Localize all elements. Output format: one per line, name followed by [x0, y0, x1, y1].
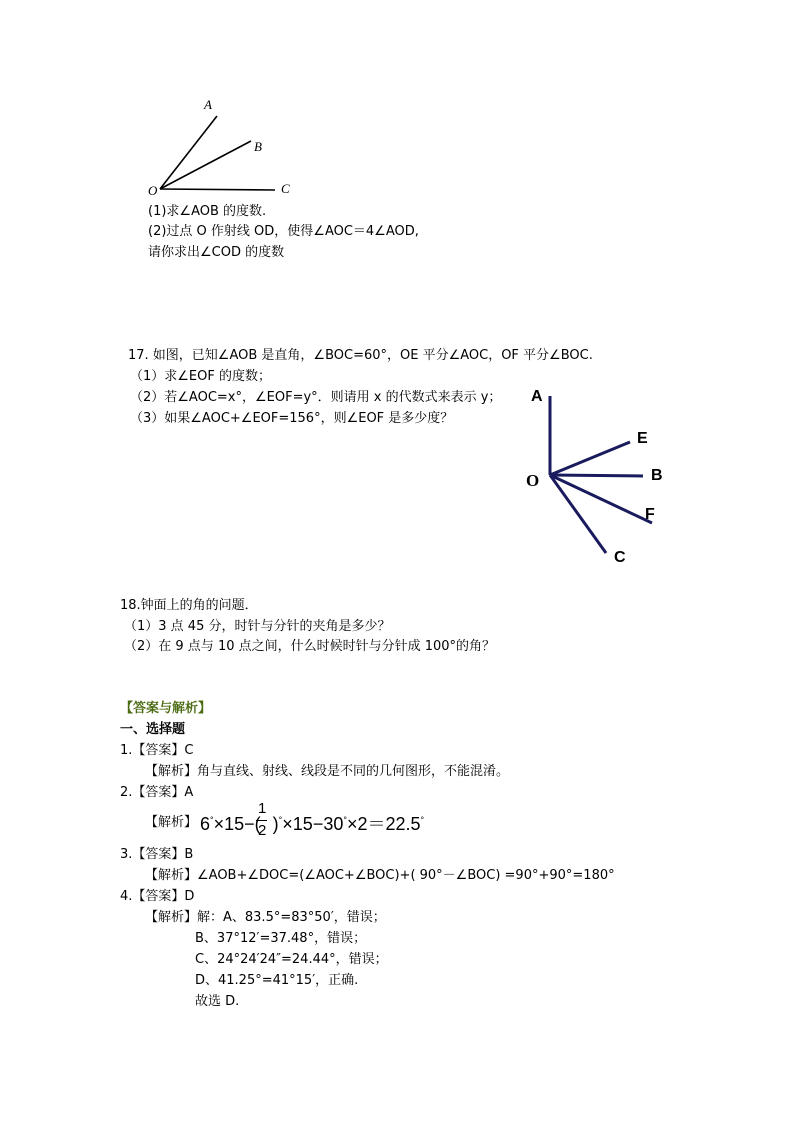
fig2-label-b: B	[651, 467, 663, 484]
degree-mark: °	[278, 815, 283, 825]
answer-4: 4.【答案】D	[120, 889, 195, 904]
answer-4-conclusion: 故选 D.	[195, 994, 240, 1009]
fig1-label-o: O	[148, 183, 158, 198]
formula-close-paren: )	[272, 814, 279, 834]
fig2-label-o: O	[526, 471, 540, 490]
answer-4-option-b: B、37°12′=37.48°，错误；	[195, 931, 367, 946]
degree-mark: °	[210, 815, 214, 825]
section-choice: 一、选择题	[120, 722, 186, 737]
answer-4-explanation: 【解析】解：A、83.5°=83°50′，错误；	[145, 910, 386, 925]
fraction-numerator: 1	[258, 800, 267, 817]
degree-mark: °	[420, 815, 425, 825]
q17-part2: （2）若∠AOC=x°，∠EOF=y°．则请用 x 的代数式来表示 y；	[130, 390, 502, 405]
answers-heading: 【答案与解析】	[120, 701, 212, 716]
ray-oc	[160, 189, 275, 190]
answer-1: 1.【答案】C	[120, 743, 194, 758]
ray-oa	[160, 116, 217, 189]
q17-part1: （1）求∠EOF 的度数；	[130, 369, 271, 384]
fig1-label-b: B	[254, 139, 262, 154]
answer-4-option-d: D、41.25°=41°15′，正确.	[195, 973, 359, 988]
q18-title: 18.钟面上的角的问题．	[120, 598, 258, 613]
q18-part2: （2）在 9 点与 10 点之间，什么时候时针与分针成 100°的角？	[124, 639, 496, 654]
answer-4-option-c: C、24°24′24″=24.44°，错误；	[195, 952, 388, 967]
formula-term-6: 6	[200, 814, 211, 834]
fig1-label-c: C	[281, 181, 290, 196]
formula-result: ×2＝22.5	[346, 814, 421, 834]
fig2-label-c: C	[614, 549, 626, 566]
answer-2-formula	[200, 810, 424, 836]
answer-3-explanation: 【解析】∠AOB+∠DOC=(∠AOC+∠BOC)+( 90°－∠BOC) =90°+90°=180°	[145, 868, 615, 883]
fig2-label-f: F	[645, 506, 655, 523]
ray-of	[550, 475, 652, 523]
q17-part3: （3）如果∠AOC+∠EOF=156°，则∠EOF 是多少度？	[130, 411, 454, 426]
fig1-label-a: A	[204, 97, 212, 112]
q18-part1: （1）3 点 45 分，时针与分针的夹角是多少？	[124, 619, 391, 634]
q17-title: 17. 如图，已知∠AOB 是直角，∠BOC=60°，OE 平分∠AOC，OF 平分∠BOC.	[128, 348, 593, 363]
ray-ob	[160, 141, 251, 189]
ray-oe	[550, 442, 630, 475]
answer-1-explanation: 【解析】角与直线、射线、线段是不同的几何图形，不能混淆。	[145, 764, 510, 779]
fraction-denominator: 2	[258, 822, 267, 839]
q16-line2: (2)过点 O 作射线 OD，使得∠AOC＝4∠AOD,	[148, 224, 419, 239]
formula-times-15-minus-30: ×15−30	[282, 814, 344, 834]
degree-mark: °	[343, 815, 347, 825]
q16-line3: 请你求出∠COD 的度数	[148, 245, 285, 260]
q16-line1: (1)求∠AOB 的度数.	[148, 204, 267, 219]
fraction-bar	[256, 820, 267, 821]
answer-2-explanation-label: 【解析】	[145, 815, 198, 830]
fig2-label-e: E	[637, 430, 648, 447]
fig2-label-a: A	[531, 388, 543, 405]
answer-2: 2.【答案】A	[120, 785, 194, 800]
formula-times-15: ×15−(	[213, 814, 261, 834]
answer-3: 3.【答案】B	[120, 847, 194, 862]
ray-ob-2	[550, 475, 643, 476]
